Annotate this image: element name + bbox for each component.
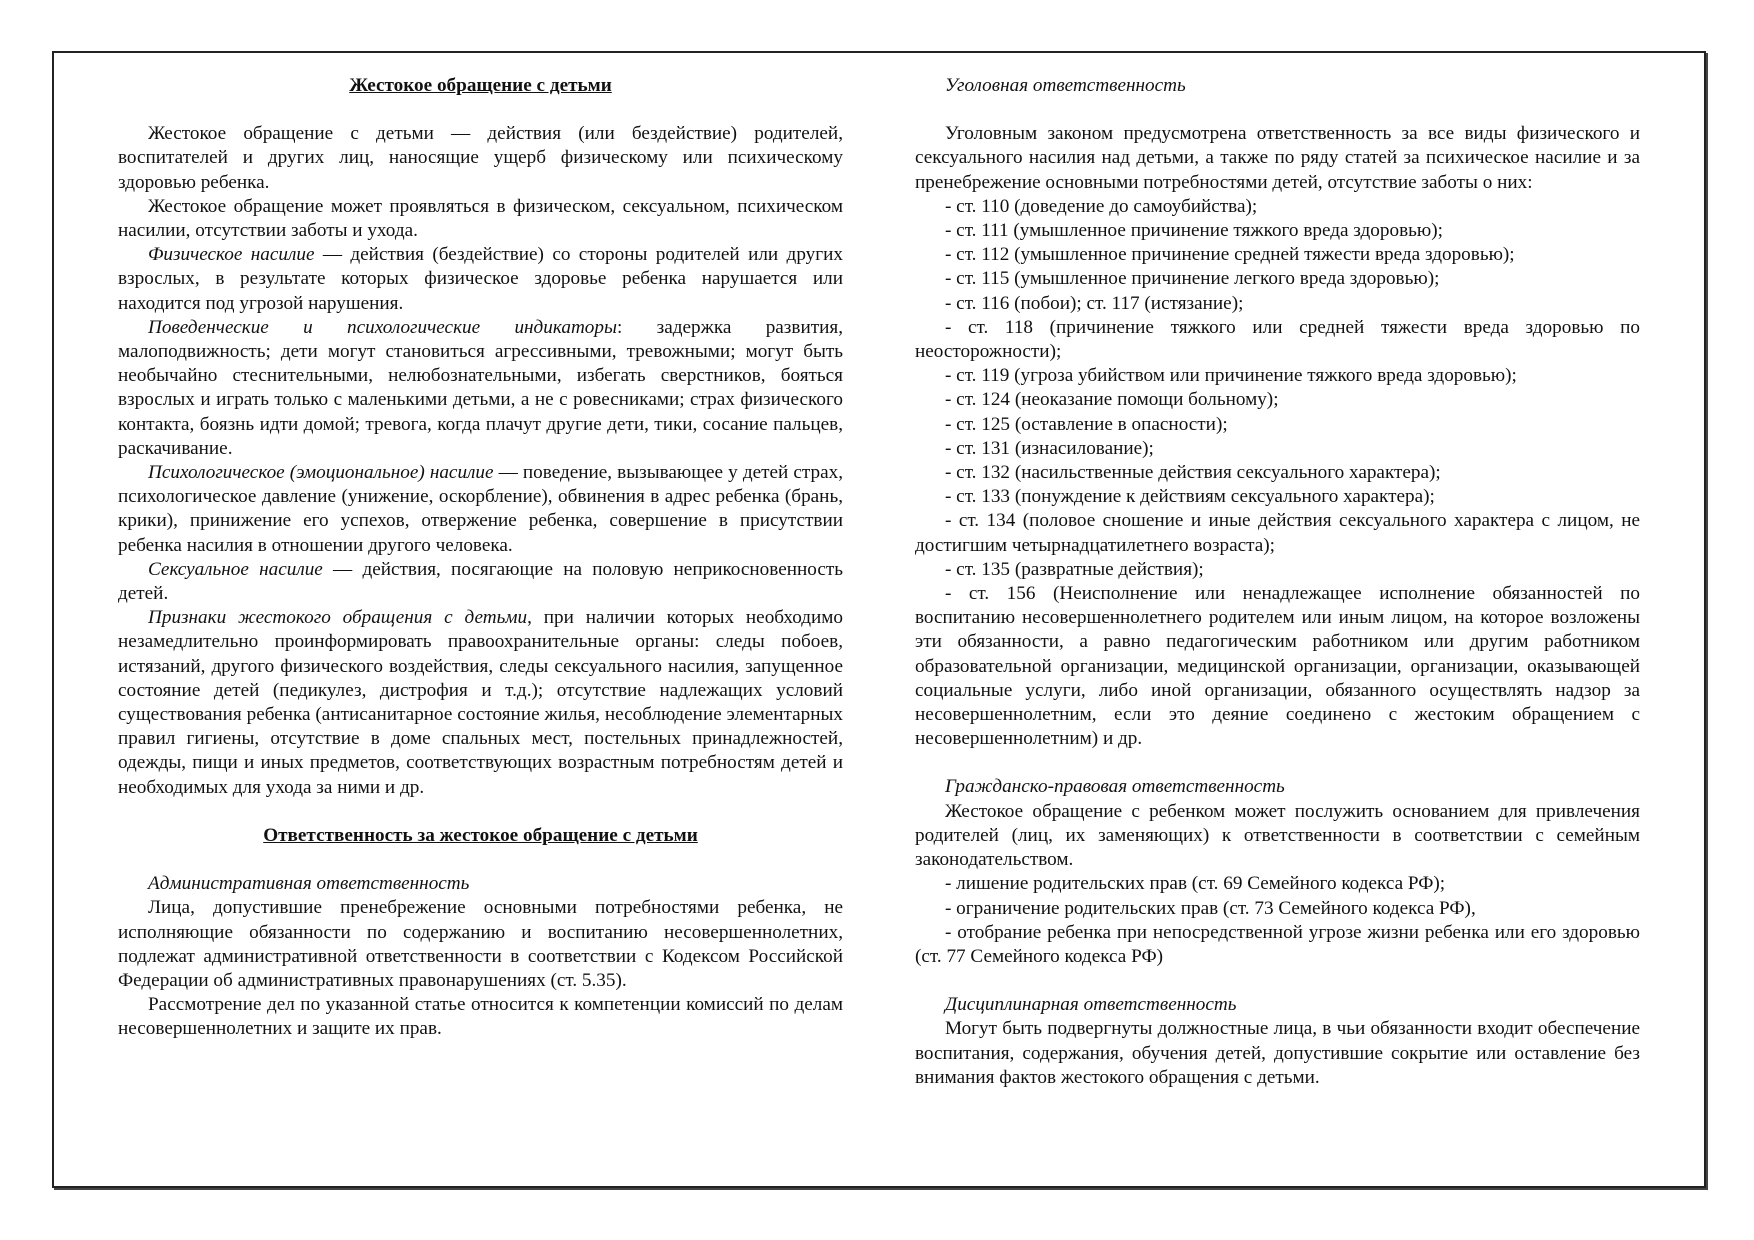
- main-title: Жестокое обращение с детьми: [349, 75, 612, 96]
- criminal-intro: Уголовным законом предусмотрена ответственность за все виды физического и сексуального насилия над детьми, а также по ряду статей за психическое насилие и за пренебрежение основными потребностями детей, отсутствие заботы о них:: [915, 123, 1640, 193]
- article-item: - ст. 135 (развратные действия);: [945, 558, 1204, 580]
- article-item: - ст. 115 (умышленное причинение легкого вреда здоровью);: [945, 268, 1440, 290]
- admin-paragraph-2: Рассмотрение дел по указанной статье относится к компетенции комиссий по делам несовершеннолетних и защите их прав.: [118, 994, 843, 1040]
- forms-paragraph: Жестокое обращение может проявляться в физическом, сексуальном, психическом насилии, отсутствии заботы и ухода.: [118, 195, 843, 242]
- indicators-paragraph: Поведенческие и психологические индикаторы: задержка развития, малоподвижность; дети могут становиться агрессивными, тревожными; могут быть необычайно стеснительными, нелюбознательными, избегать сверстников, бояться взрослых и играть только с маленькими детьми, а не с ровесниками; страх физического контакта, боязнь идти домой; тревога, когда плачут другие дети, тики, сосание пальцев, раскачивание.: [118, 316, 843, 459]
- article-item: - ст. 125 (оставление в опасности);: [945, 413, 1228, 435]
- article-item: - ст. 119 (угроза убийством или причинение тяжкого вреда здоровью);: [945, 365, 1517, 387]
- psychological-violence-paragraph: Психологическое (эмоциональное) насилие — поведение, вызывающее у детей страх, психологическое давление (унижение, оскорбление), обвинения в адрес ребенка (брань, крики), принижение его успехов, отвержение ребенка, совершение в присутствии ребенка насилия в отношении другого человека.: [118, 462, 843, 556]
- criminal-heading: Уголовная ответственность: [945, 75, 1186, 96]
- disciplinary-text: Могут быть подвергнуты должностные лица, в чьи обязанности входит обеспечение воспитания, содержания, обучения детей, допустившие сокрытие или оставление без внимания фактов жестокого обращения с детьми.: [915, 1018, 1640, 1088]
- article-item: - ст. 133 (понуждение к действиям сексуального характера);: [945, 486, 1435, 508]
- left-column: [118, 74, 843, 1042]
- physical-violence-paragraph: Физическое насилие — действия (бездействие) со стороны родителей или других взрослых, в результате которых физическое здоровье ребенка нарушается или находится под угрозой нарушения.: [118, 244, 843, 314]
- article-item: - ст. 132 (насильственные действия сексуального характера);: [945, 462, 1441, 484]
- responsibility-title: Ответственность за жестокое обращение с детьми: [263, 824, 698, 846]
- civil-heading: Гражданско-правовая ответственность: [945, 776, 1285, 798]
- physical-violence-term: Физическое насилие: [148, 244, 315, 266]
- article-item: - ст. 111 (умышленное причинение тяжкого вреда здоровью);: [945, 220, 1443, 242]
- signs-term: Признаки жестокого обращения с детьми: [148, 607, 528, 629]
- civil-item: - лишение родительских прав (ст. 69 Семейного кодекса РФ);: [945, 873, 1446, 895]
- definition-paragraph: Жестокое обращение с детьми — действия (или бездействие) родителей, воспитателей и других лиц, наносящие ущерб физическому или психическому здоровью ребенка.: [118, 123, 843, 193]
- psychological-violence-term: Психологическое (эмоциональное) насилие: [148, 462, 494, 484]
- civil-intro: Жестокое обращение с ребенком может послужить основанием для привлечения родителей (лиц, их заменяющих) к ответственности в соответствии с семейным законодательством.: [915, 800, 1640, 871]
- sexual-violence-paragraph: Сексуальное насилие — действия, посягающие на половую неприкосновенность детей.: [118, 558, 843, 605]
- article-item: - ст. 124 (неоказание помощи больному);: [945, 389, 1279, 411]
- sexual-violence-term: Сексуальное насилие: [148, 558, 323, 580]
- article-item: - ст. 131 (изнасилование);: [945, 437, 1154, 459]
- civil-item: - отобрание ребенка при непосредственной угрозе жизни ребенка или его здоровью (ст. 77 Семейного кодекса РФ): [915, 921, 1640, 967]
- signs-paragraph: Признаки жестокого обращения с детьми, при наличии которых необходимо незамедлительно проинформировать правоохранительные органы: следы побоев, истязаний, другого физического воздействия, следы сексуального насилия, запущенное состояние детей (педикулез, дистрофия и т.д.); отсутствие надлежащих условий существования ребенка (антисанитарное состояние жилья, несоблюдение элементарных правил гигиены, отсутствие в доме спальных мест, постельных принадлежностей, одежды, пищи и иных предметов, соответствующих возрастным потребностям детей и необходимых для ухода за ними и др.: [118, 607, 843, 798]
- disciplinary-heading: Дисциплинарная ответственность: [945, 994, 1237, 1016]
- article-item: - ст. 116 (побои); ст. 117 (истязание);: [945, 292, 1244, 314]
- article-item: - ст. 118 (причинение тяжкого или средней тяжести вреда здоровью по неосторожности);: [915, 316, 1640, 363]
- article-item: - ст. 134 (половое сношение и иные действия сексуального характера с лицом, не достигшим четырнадцатилетнего возраста);: [915, 510, 1640, 556]
- indicators-term: Поведенческие и психологические индикаторы: [148, 316, 617, 338]
- civil-item: - ограничение родительских прав (ст. 73 Семейного кодекса РФ),: [945, 897, 1476, 919]
- admin-paragraph: Лица, допустившие пренебрежение основными потребностями ребенка, не исполняющие обязанности по содержанию и воспитанию несовершеннолетних, подлежат административной ответственности в соответствии с Кодексом Российской Федерации об административных правонарушениях (ст. 5.35).: [118, 897, 843, 991]
- article-item: - ст. 110 (доведение до самоубийства);: [945, 195, 1258, 217]
- admin-heading: Административная ответственность: [148, 873, 470, 895]
- right-column: [915, 74, 1640, 1090]
- article-item: - ст. 156 (Неисполнение или ненадлежащее исполнение обязанностей по воспитанию несовершеннолетнего родителем или иным лицом, на которое возложены эти обязанности, а равно педагогическим работником или другим работником образовательной организации, медицинской организации, организации, оказывающей социальные услуги, либо иной организации, обязанного осуществлять надзор за несовершеннолетним, если это деяние соединено с жестоким обращением с несовершеннолетним) и др.: [915, 583, 1640, 750]
- article-item: - ст. 112 (умышленное причинение средней тяжести вреда здоровью);: [945, 244, 1515, 266]
